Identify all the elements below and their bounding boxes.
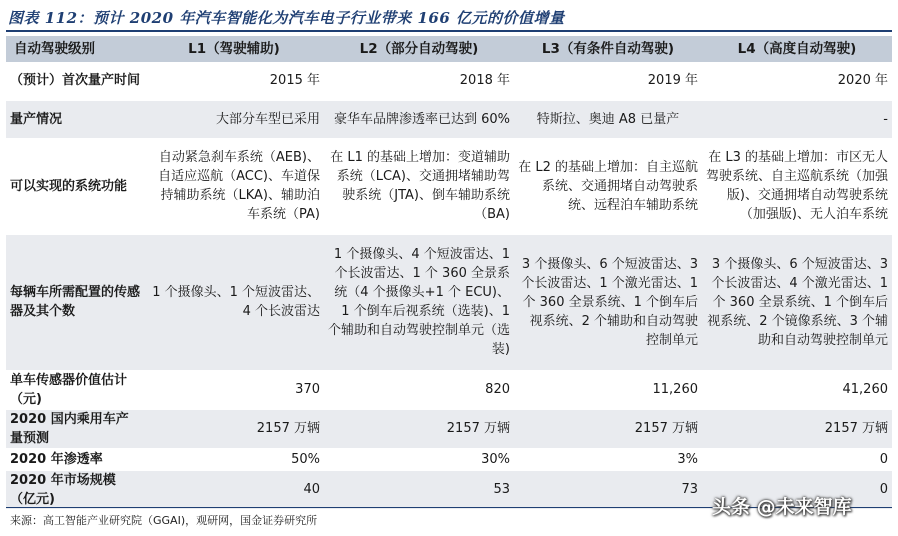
table-cell: 0	[702, 470, 892, 509]
row-label: 单车传感器价值估计（元)	[6, 370, 144, 409]
table-cell: 2020 年	[702, 62, 892, 100]
table-cell: 2018 年	[324, 62, 514, 100]
header-l3: L3（有条件自动驾驶)	[514, 36, 702, 62]
table-cell: 40	[144, 470, 324, 509]
table-cell: 大部分车型已采用	[144, 100, 324, 138]
table-cell: 370	[144, 370, 324, 409]
table-cell: 2157 万辆	[702, 409, 892, 448]
table-cell: -	[702, 100, 892, 138]
table-cell: 在 L3 的基础上增加：市区无人驾驶系统、自主巡航系统（加强版)、交通拥堵自动驾驶系统（加强版)、无人泊车系统	[702, 138, 892, 234]
table-cell: 0	[702, 448, 892, 470]
table-row	[6, 448, 892, 470]
figure-title: 图表 112：预计 2020 年汽车智能化为汽车电子行业带来 166 亿元的价值增量	[8, 9, 565, 27]
table-row	[6, 138, 892, 234]
table-row	[6, 100, 892, 138]
row-label: 2020 年渗透率	[6, 448, 144, 470]
table-cell: 2157 万辆	[514, 409, 702, 448]
table-row	[6, 62, 892, 100]
table-cell: 50%	[144, 448, 324, 470]
table-header-row	[6, 36, 892, 62]
table-cell: 30%	[324, 448, 514, 470]
row-label: 每辆车所需配置的传感器及其个数	[6, 234, 144, 370]
table-cell: 3%	[514, 448, 702, 470]
autonomy-value-table	[6, 36, 892, 510]
row-label: 2020 国内乘用车产量预测	[6, 409, 144, 448]
table-cell: 2015 年	[144, 62, 324, 100]
header-l4: L4（高度自动驾驶)	[702, 36, 892, 62]
header-l1: L1（驾驶辅助)	[144, 36, 324, 62]
table-cell: 41,260	[702, 370, 892, 409]
table-cell: 1 个摄像头、1 个短波雷达、4 个长波雷达	[144, 234, 324, 370]
table-cell: 3 个摄像头、6 个短波雷达、3 个长波雷达、4 个激光雷达、1 个 360 全景系统、1 个倒车后视系统、2 个镜像系统、3 个辅助和自动驾驶控制单元	[702, 234, 892, 370]
table-cell: 820	[324, 370, 514, 409]
table-cell: 豪华车品牌渗透率已达到 60%	[324, 100, 514, 138]
header-level: 自动驾驶级别	[6, 36, 144, 62]
table-row	[6, 409, 892, 448]
table-cell: 2157 万辆	[144, 409, 324, 448]
row-label: 2020 年市场规模（亿元)	[6, 470, 144, 509]
source-note: 来源：高工智能产业研究院（GGAI)，观研网，国金证券研究所	[10, 514, 318, 527]
table-row	[6, 370, 892, 409]
row-label: 可以实现的系统功能	[6, 138, 144, 234]
table-cell: 在 L1 的基础上增加：变道辅助系统（LCA)、交通拥堵辅助驾驶系统（JTA)、倒车辅助系统（BA)	[324, 138, 514, 234]
table-row	[6, 234, 892, 370]
row-label: （预计）首次量产时间	[6, 62, 144, 100]
watermark: 头条 @未来智库	[712, 496, 852, 518]
table-cell: 2019 年	[514, 62, 702, 100]
table-cell: 1 个摄像头、4 个短波雷达、1 个长波雷达、1 个 360 全景系统（4 个摄像头+1 个 ECU)、1 个倒车后视系统（选装)、1 个辅助和自动驾驶控制单元（选装)	[324, 234, 514, 370]
row-label: 量产情况	[6, 100, 144, 138]
table-cell: 3 个摄像头、6 个短波雷达、3 个长波雷达、1 个激光雷达、1 个 360 全景系统、1 个倒车后视系统、2 个辅助和自动驾驶控制单元	[514, 234, 702, 370]
table-cell: 特斯拉、奥迪 A8 已量产	[514, 100, 702, 138]
table-cell: 53	[324, 470, 514, 509]
table-cell: 在 L2 的基础上增加：自主巡航系统、交通拥堵自动驾驶系统、远程泊车辅助系统	[514, 138, 702, 234]
table-cell: 2157 万辆	[324, 409, 514, 448]
header-l2: L2（部分自动驾驶)	[324, 36, 514, 62]
figure-title-bar	[6, 4, 892, 32]
table-cell: 11,260	[514, 370, 702, 409]
table-cell: 自动紧急刹车系统（AEB)、自适应巡航（ACC)、车道保持辅助系统（LKA)、辅助泊车系统（PA)	[144, 138, 324, 234]
table-cell: 73	[514, 470, 702, 509]
